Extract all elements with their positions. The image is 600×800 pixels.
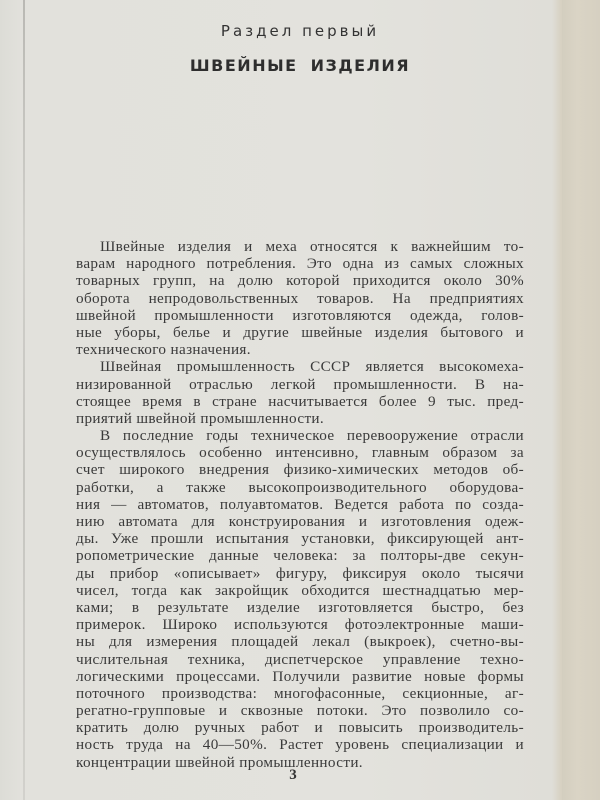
section-label: Раздел первый (220, 22, 380, 40)
text-line: технического назначения. (76, 341, 251, 359)
text-line: ные уборы, белье и другие швейные изделия бытового и (76, 323, 524, 341)
text-line: ды прибор «описывает» фигуру, фиксируя около тысячи (76, 564, 524, 582)
text-line: ния — автоматов, полуавтоматов. Ведется работа по созда- (76, 495, 524, 513)
section-title: ШВЕЙНЫЕ ИЗДЕЛИЯ (189, 56, 411, 75)
text-line: ды. Уже прошли испытания установки, фиксирующей ант- (76, 530, 524, 548)
text-line: ками; в результате изделие изготовляется быстро, без (76, 598, 524, 616)
text-line: стоящее время в стране насчитывается более 9 тыс. пред- (76, 392, 524, 410)
text-line: Швейные изделия и меха относятся к важнейшим то- (100, 238, 524, 255)
text-line: ны для измерения площадей лекал (выкроек), счетно-вы- (76, 633, 524, 651)
text-line: товарных групп, на долю которой приходится около 30% (76, 272, 524, 290)
text-line: числительная техника, диспетчерское управление техно- (76, 650, 524, 668)
text-line: чисел, тогда как закройщик обходится шестнадцатью мер- (76, 581, 524, 599)
text-line: приятий швейной промышленности. (76, 409, 325, 427)
text-line: счет широкого внедрения физико-химических методов об- (76, 461, 524, 479)
text-line: нию автомата для конструирования и изготовления одеж- (76, 513, 524, 530)
page-gutter-edge (23, 0, 25, 800)
text-line: примерок. Широко используются фотоэлектронные маши- (76, 616, 524, 634)
text-line: низированной отраслью легкой промышленности. В на- (76, 375, 524, 393)
page-number: 3 (289, 767, 297, 783)
text-line: швейной промышленности изготовляются одежда, голов- (76, 306, 524, 324)
text-line: осуществлялось особенно интенсивно, главным образом за (76, 444, 524, 462)
text-line: ность труда на 40—50%. Растет уровень специализации и (76, 736, 524, 754)
text-line: регатно-групповые и сквозные потоки. Это позволило со- (76, 702, 524, 720)
text-line: Швейная промышленность СССР является высокомеха- (100, 358, 524, 376)
text-line: работки, а также высокопроизводительного оборудова- (76, 478, 524, 496)
text-line: поточного производства: многофасонные, секционные, аг- (76, 684, 524, 702)
text-line: В последние годы техническое перевооружение отрасли (100, 427, 524, 445)
text-line: оборота непродовольственных товаров. На предприятиях (76, 289, 524, 307)
text-line: варам народного потребления. Это одна из самых сложных (76, 255, 524, 273)
body-text (76, 238, 524, 771)
text-line: ропометрические данные человека: за полторы-две секун- (76, 547, 524, 565)
text-line: логическими процессами. Получили развитие новые формы (76, 667, 524, 685)
text-line: кратить долю ручных работ и повысить производитель- (76, 719, 524, 737)
text-line: концентрации швейной промышленности. (76, 753, 363, 771)
page-right-edge (562, 0, 600, 800)
